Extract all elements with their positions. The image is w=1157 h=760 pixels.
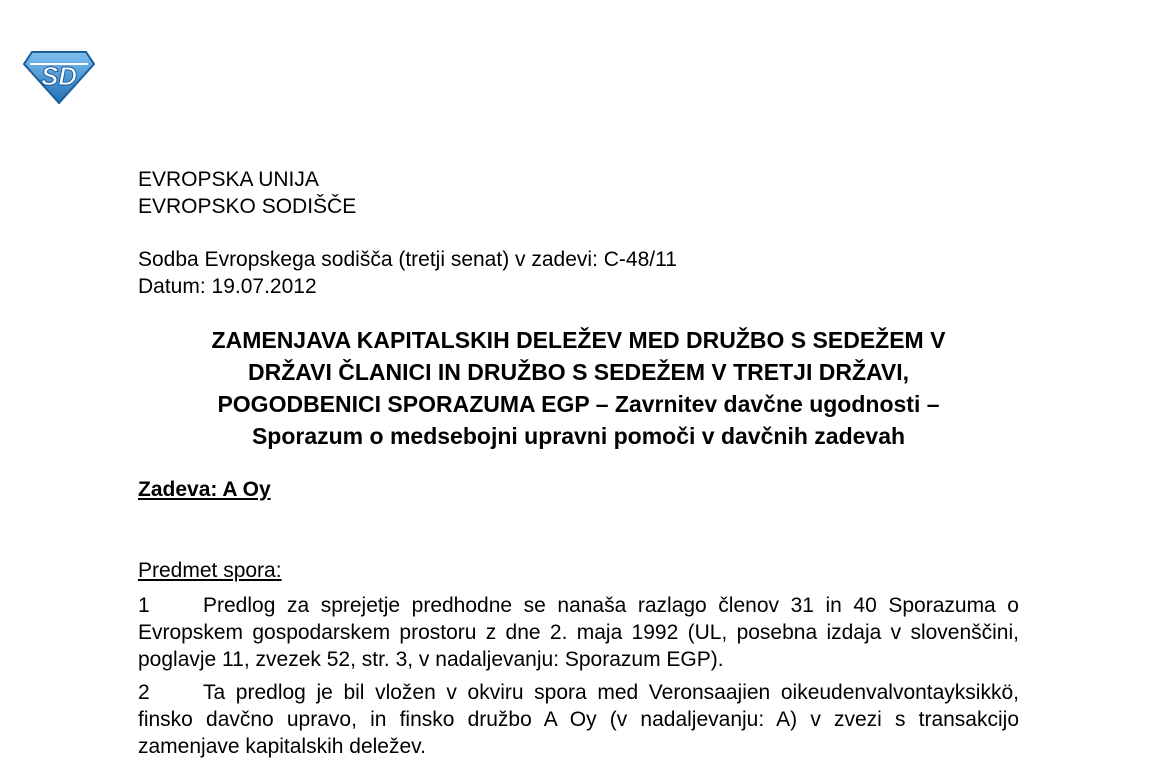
paragraph-text: Ta predlog je bil vložen v okviru spora med Veronsaajien oikeudenvalvontayksikkö, finsko davčno upravo, in finsko družbo A Oy (v nadaljevanju: A) v zvezi s transakcijo zamenjave kapitalskih deležev. — [138, 681, 1019, 758]
paragraph-number: 2 — [138, 681, 150, 704]
dispute-subject-heading: Predmet spora: — [138, 559, 282, 582]
title-line: POGODBENICI SPORAZUMA EGP – Zavrnitev davčne ugodnosti – — [217, 391, 940, 417]
date-line: Datum: 19.07.2012 — [138, 275, 317, 298]
paragraph-2 — [138, 679, 1019, 760]
document-title — [138, 324, 1019, 452]
case-subject-heading: Zadeva: A Oy — [138, 478, 271, 501]
case-info — [138, 246, 677, 300]
header-line-1: EVROPSKA UNIJA — [138, 168, 319, 191]
logo-text: SD — [40, 61, 78, 91]
header-line-2: EVROPSKO SODIŠČE — [138, 195, 357, 218]
paragraph-text: Predlog za sprejetje predhodne se nanaša razlago členov 31 in 40 Sporazuma o Evropskem gospodarskem prostoru z dne 2. maja 1992 (UL, posebna izdaja v slovenščini, poglavje 11, zvezek 52, str. 3, v nadaljevanju: Sporazum EGP). — [138, 594, 1019, 671]
sd-logo — [22, 48, 96, 104]
title-line: DRŽAVI ČLANICI IN DRUŽBO S SEDEŽEM V TRETJI DRŽAVI, — [247, 359, 910, 385]
title-line: Sporazum o medsebojni upravni pomoči v davčnih zadevah — [251, 423, 906, 449]
title-line: ZAMENJAVA KAPITALSKIH DELEŽEV MED DRUŽBO S SEDEŽEM V — [211, 327, 946, 353]
paragraph-1 — [138, 592, 1019, 673]
case-line: Sodba Evropskega sodišča (tretji senat) v zadevi: C-48/11 — [138, 248, 677, 271]
paragraph-number: 1 — [138, 594, 150, 617]
institution-header — [138, 166, 356, 220]
